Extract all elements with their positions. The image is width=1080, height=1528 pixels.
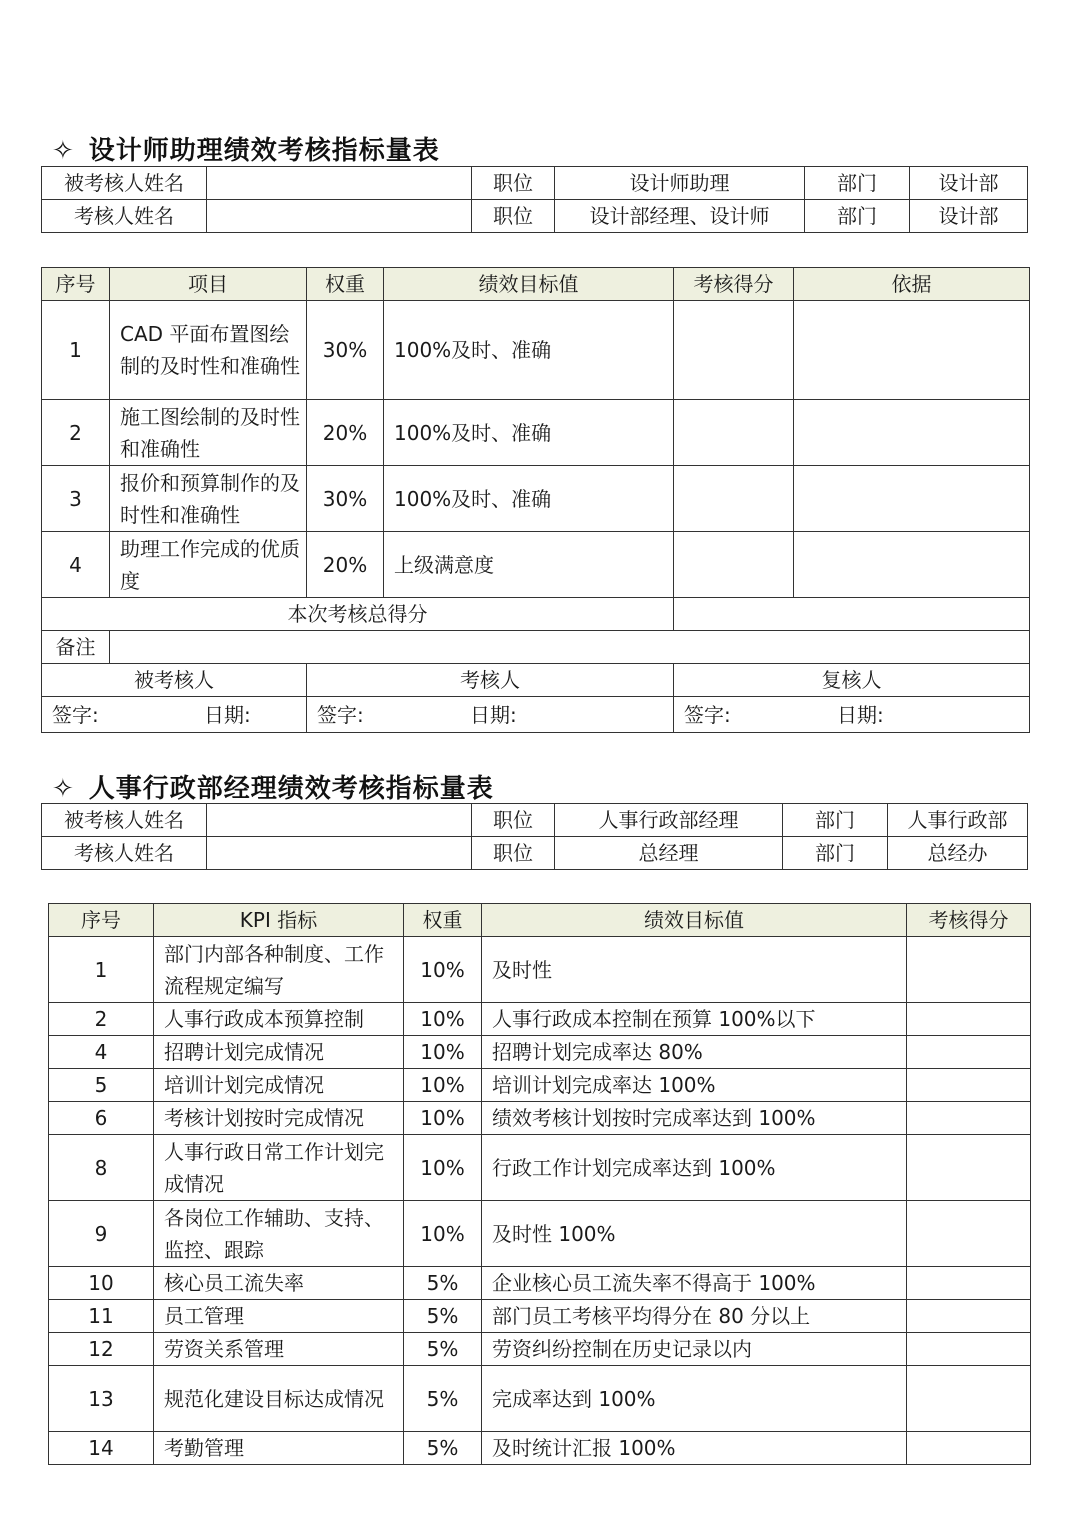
total-score-field[interactable]: [674, 598, 1030, 631]
department-value: 人事行政部: [888, 804, 1028, 837]
assessee-sign-cell[interactable]: [42, 697, 307, 733]
date-label: 日期:: [204, 702, 251, 727]
row-basis-cell[interactable]: [794, 301, 1030, 400]
row-number: 4: [42, 532, 110, 598]
sparkle-icon: ✧: [52, 774, 75, 804]
row-target: 及时性: [482, 937, 907, 1003]
row-score-cell[interactable]: [907, 1201, 1031, 1267]
header-target: 绩效目标值: [384, 268, 674, 301]
row-kpi: 人事行政成本预算控制: [154, 1003, 404, 1036]
reviewer-sign-role: 复核人: [674, 664, 1030, 697]
table-row: [49, 1069, 1031, 1102]
section1-info-table: [41, 166, 1028, 233]
row-score-cell[interactable]: [907, 1036, 1031, 1069]
row-number: 5: [49, 1069, 154, 1102]
sign-roles-row: [42, 664, 1030, 697]
position-value: 设计师助理: [555, 167, 805, 200]
row-kpi: 部门内部各种制度、工作流程规定编写: [154, 937, 404, 1003]
table-row: [42, 532, 1030, 598]
row-target: 及时统计汇报 100%: [482, 1432, 907, 1465]
row-number: 11: [49, 1300, 154, 1333]
total-score-label: 本次考核总得分: [42, 598, 674, 631]
table-row: [42, 466, 1030, 532]
table-row: [49, 1366, 1031, 1432]
row-target: 绩效考核计划按时完成率达到 100%: [482, 1102, 907, 1135]
header-item: 项目: [110, 268, 307, 301]
header-basis: 依据: [794, 268, 1030, 301]
info-row: [42, 837, 1028, 870]
row-score-cell[interactable]: [907, 1366, 1031, 1432]
department-value: 设计部: [910, 167, 1028, 200]
section2-info-table: [41, 803, 1028, 870]
department-label: 部门: [783, 837, 888, 870]
table-row: [49, 1300, 1031, 1333]
assessee-sign-role: 被考核人: [42, 664, 307, 697]
row-basis-cell[interactable]: [794, 466, 1030, 532]
row-score-cell[interactable]: [674, 301, 794, 400]
info-row: [42, 167, 1028, 200]
row-target: 部门员工考核平均得分在 80 分以上: [482, 1300, 907, 1333]
row-number: 8: [49, 1135, 154, 1201]
row-number: 6: [49, 1102, 154, 1135]
row-number: 1: [49, 937, 154, 1003]
row-score-cell[interactable]: [907, 1069, 1031, 1102]
row-basis-cell[interactable]: [794, 532, 1030, 598]
row-target: 培训计划完成率达 100%: [482, 1069, 907, 1102]
position-label: 职位: [472, 837, 555, 870]
row-weight: 10%: [404, 1003, 482, 1036]
row-score-cell[interactable]: [907, 1102, 1031, 1135]
sign-row: [42, 697, 1030, 733]
row-kpi: 劳资关系管理: [154, 1333, 404, 1366]
position-value: 设计部经理、设计师: [555, 200, 805, 233]
row-score-cell[interactable]: [907, 937, 1031, 1003]
row-weight: 30%: [307, 466, 384, 532]
department-label: 部门: [805, 200, 910, 233]
assessee-name-field[interactable]: [207, 167, 472, 200]
sign-label: 签字:: [684, 702, 731, 727]
position-value: 总经理: [555, 837, 783, 870]
remarks-row: [42, 631, 1030, 664]
row-kpi: 核心员工流失率: [154, 1267, 404, 1300]
table-row: [49, 1267, 1031, 1300]
info-row: [42, 200, 1028, 233]
row-number: 2: [49, 1003, 154, 1036]
assessor-name-field[interactable]: [207, 200, 472, 233]
row-target: 100%及时、准确: [384, 301, 674, 400]
row-kpi: 考核计划按时完成情况: [154, 1102, 404, 1135]
sign-label: 签字:: [52, 702, 99, 727]
assessor-sign-cell[interactable]: [307, 697, 674, 733]
date-label: 日期:: [837, 702, 884, 727]
row-weight: 20%: [307, 532, 384, 598]
assessee-name-label: 被考核人姓名: [42, 167, 207, 200]
header-row: [49, 904, 1031, 937]
row-score-cell[interactable]: [907, 1267, 1031, 1300]
row-weight: 10%: [404, 1201, 482, 1267]
row-score-cell[interactable]: [907, 1432, 1031, 1465]
row-weight: 5%: [404, 1267, 482, 1300]
table-row: [49, 1432, 1031, 1465]
row-weight: 5%: [404, 1432, 482, 1465]
row-kpi: 考勤管理: [154, 1432, 404, 1465]
table-row: [49, 1333, 1031, 1366]
row-weight: 10%: [404, 1102, 482, 1135]
row-weight: 30%: [307, 301, 384, 400]
date-label: 日期:: [470, 702, 517, 727]
row-target: 100%及时、准确: [384, 400, 674, 466]
table-row: [49, 1036, 1031, 1069]
assessor-name-label: 考核人姓名: [42, 837, 207, 870]
row-target: 100%及时、准确: [384, 466, 674, 532]
row-number: 4: [49, 1036, 154, 1069]
row-target: 招聘计划完成率达 80%: [482, 1036, 907, 1069]
row-number: 14: [49, 1432, 154, 1465]
row-target: 完成率达到 100%: [482, 1366, 907, 1432]
section2-title: [52, 768, 494, 805]
section2-title-text: 人事行政部经理绩效考核指标量表: [88, 774, 494, 804]
department-label: 部门: [805, 167, 910, 200]
row-target: 及时性 100%: [482, 1201, 907, 1267]
row-weight: 5%: [404, 1300, 482, 1333]
assessor-name-label: 考核人姓名: [42, 200, 207, 233]
row-score-cell[interactable]: [674, 466, 794, 532]
assessor-sign-role: 考核人: [307, 664, 674, 697]
assessor-name-field[interactable]: [207, 837, 472, 870]
row-score-cell[interactable]: [907, 1333, 1031, 1366]
row-target: 上级满意度: [384, 532, 674, 598]
row-score-cell[interactable]: [674, 532, 794, 598]
position-label: 职位: [472, 804, 555, 837]
row-item: 助理工作完成的优质度: [110, 532, 307, 598]
row-number: 12: [49, 1333, 154, 1366]
row-item: 施工图绘制的及时性和准确性: [110, 400, 307, 466]
table-row: [49, 937, 1031, 1003]
department-label: 部门: [783, 804, 888, 837]
remarks-field[interactable]: [110, 631, 1030, 664]
row-weight: 10%: [404, 1036, 482, 1069]
table-row: [49, 1102, 1031, 1135]
reviewer-sign-cell[interactable]: [674, 697, 1030, 733]
position-value: 人事行政部经理: [555, 804, 783, 837]
row-score-cell[interactable]: [907, 1300, 1031, 1333]
row-weight: 20%: [307, 400, 384, 466]
sign-label: 签字:: [317, 702, 364, 727]
row-number: 9: [49, 1201, 154, 1267]
row-number: 13: [49, 1366, 154, 1432]
row-target: 行政工作计划完成率达到 100%: [482, 1135, 907, 1201]
row-weight: 5%: [404, 1366, 482, 1432]
header-weight: 权重: [404, 904, 482, 937]
row-item: CAD 平面布置图绘制的及时性和准确性: [110, 301, 307, 400]
position-label: 职位: [472, 167, 555, 200]
row-kpi: 招聘计划完成情况: [154, 1036, 404, 1069]
row-target: 人事行政成本控制在预算 100%以下: [482, 1003, 907, 1036]
row-score-cell[interactable]: [674, 400, 794, 466]
header-score: 考核得分: [907, 904, 1031, 937]
sparkle-icon: ✧: [52, 136, 75, 166]
info-row: [42, 804, 1028, 837]
row-basis-cell[interactable]: [794, 400, 1030, 466]
header-kpi: KPI 指标: [154, 904, 404, 937]
row-score-cell[interactable]: [907, 1003, 1031, 1036]
row-kpi: 各岗位工作辅助、支持、监控、跟踪: [154, 1201, 404, 1267]
total-row: [42, 598, 1030, 631]
header-target: 绩效目标值: [482, 904, 907, 937]
section1-title: [52, 130, 440, 167]
remarks-label: 备注: [42, 631, 110, 664]
row-kpi: 规范化建设目标达成情况: [154, 1366, 404, 1432]
section1-kpi-table: [41, 267, 1030, 733]
row-number: 2: [42, 400, 110, 466]
department-value: 设计部: [910, 200, 1028, 233]
row-item: 报价和预算制作的及时性和准确性: [110, 466, 307, 532]
header-number: 序号: [42, 268, 110, 301]
row-number: 1: [42, 301, 110, 400]
header-weight: 权重: [307, 268, 384, 301]
header-number: 序号: [49, 904, 154, 937]
section1-title-text: 设计师助理绩效考核指标量表: [88, 136, 440, 166]
row-kpi: 员工管理: [154, 1300, 404, 1333]
row-weight: 10%: [404, 1069, 482, 1102]
section2-kpi-table: [48, 903, 1031, 1465]
row-target: 劳资纠纷控制在历史记录以内: [482, 1333, 907, 1366]
table-row: [49, 1135, 1031, 1201]
table-row: [42, 400, 1030, 466]
header-row: [42, 268, 1030, 301]
department-value: 总经办: [888, 837, 1028, 870]
row-number: 3: [42, 466, 110, 532]
row-kpi: 培训计划完成情况: [154, 1069, 404, 1102]
header-score: 考核得分: [674, 268, 794, 301]
table-row: [49, 1003, 1031, 1036]
row-score-cell[interactable]: [907, 1135, 1031, 1201]
assessee-name-label: 被考核人姓名: [42, 804, 207, 837]
position-label: 职位: [472, 200, 555, 233]
row-weight: 5%: [404, 1333, 482, 1366]
row-kpi: 人事行政日常工作计划完成情况: [154, 1135, 404, 1201]
row-target: 企业核心员工流失率不得高于 100%: [482, 1267, 907, 1300]
assessee-name-field[interactable]: [207, 804, 472, 837]
row-weight: 10%: [404, 1135, 482, 1201]
row-number: 10: [49, 1267, 154, 1300]
table-row: [49, 1201, 1031, 1267]
row-weight: 10%: [404, 937, 482, 1003]
table-row: [42, 301, 1030, 400]
